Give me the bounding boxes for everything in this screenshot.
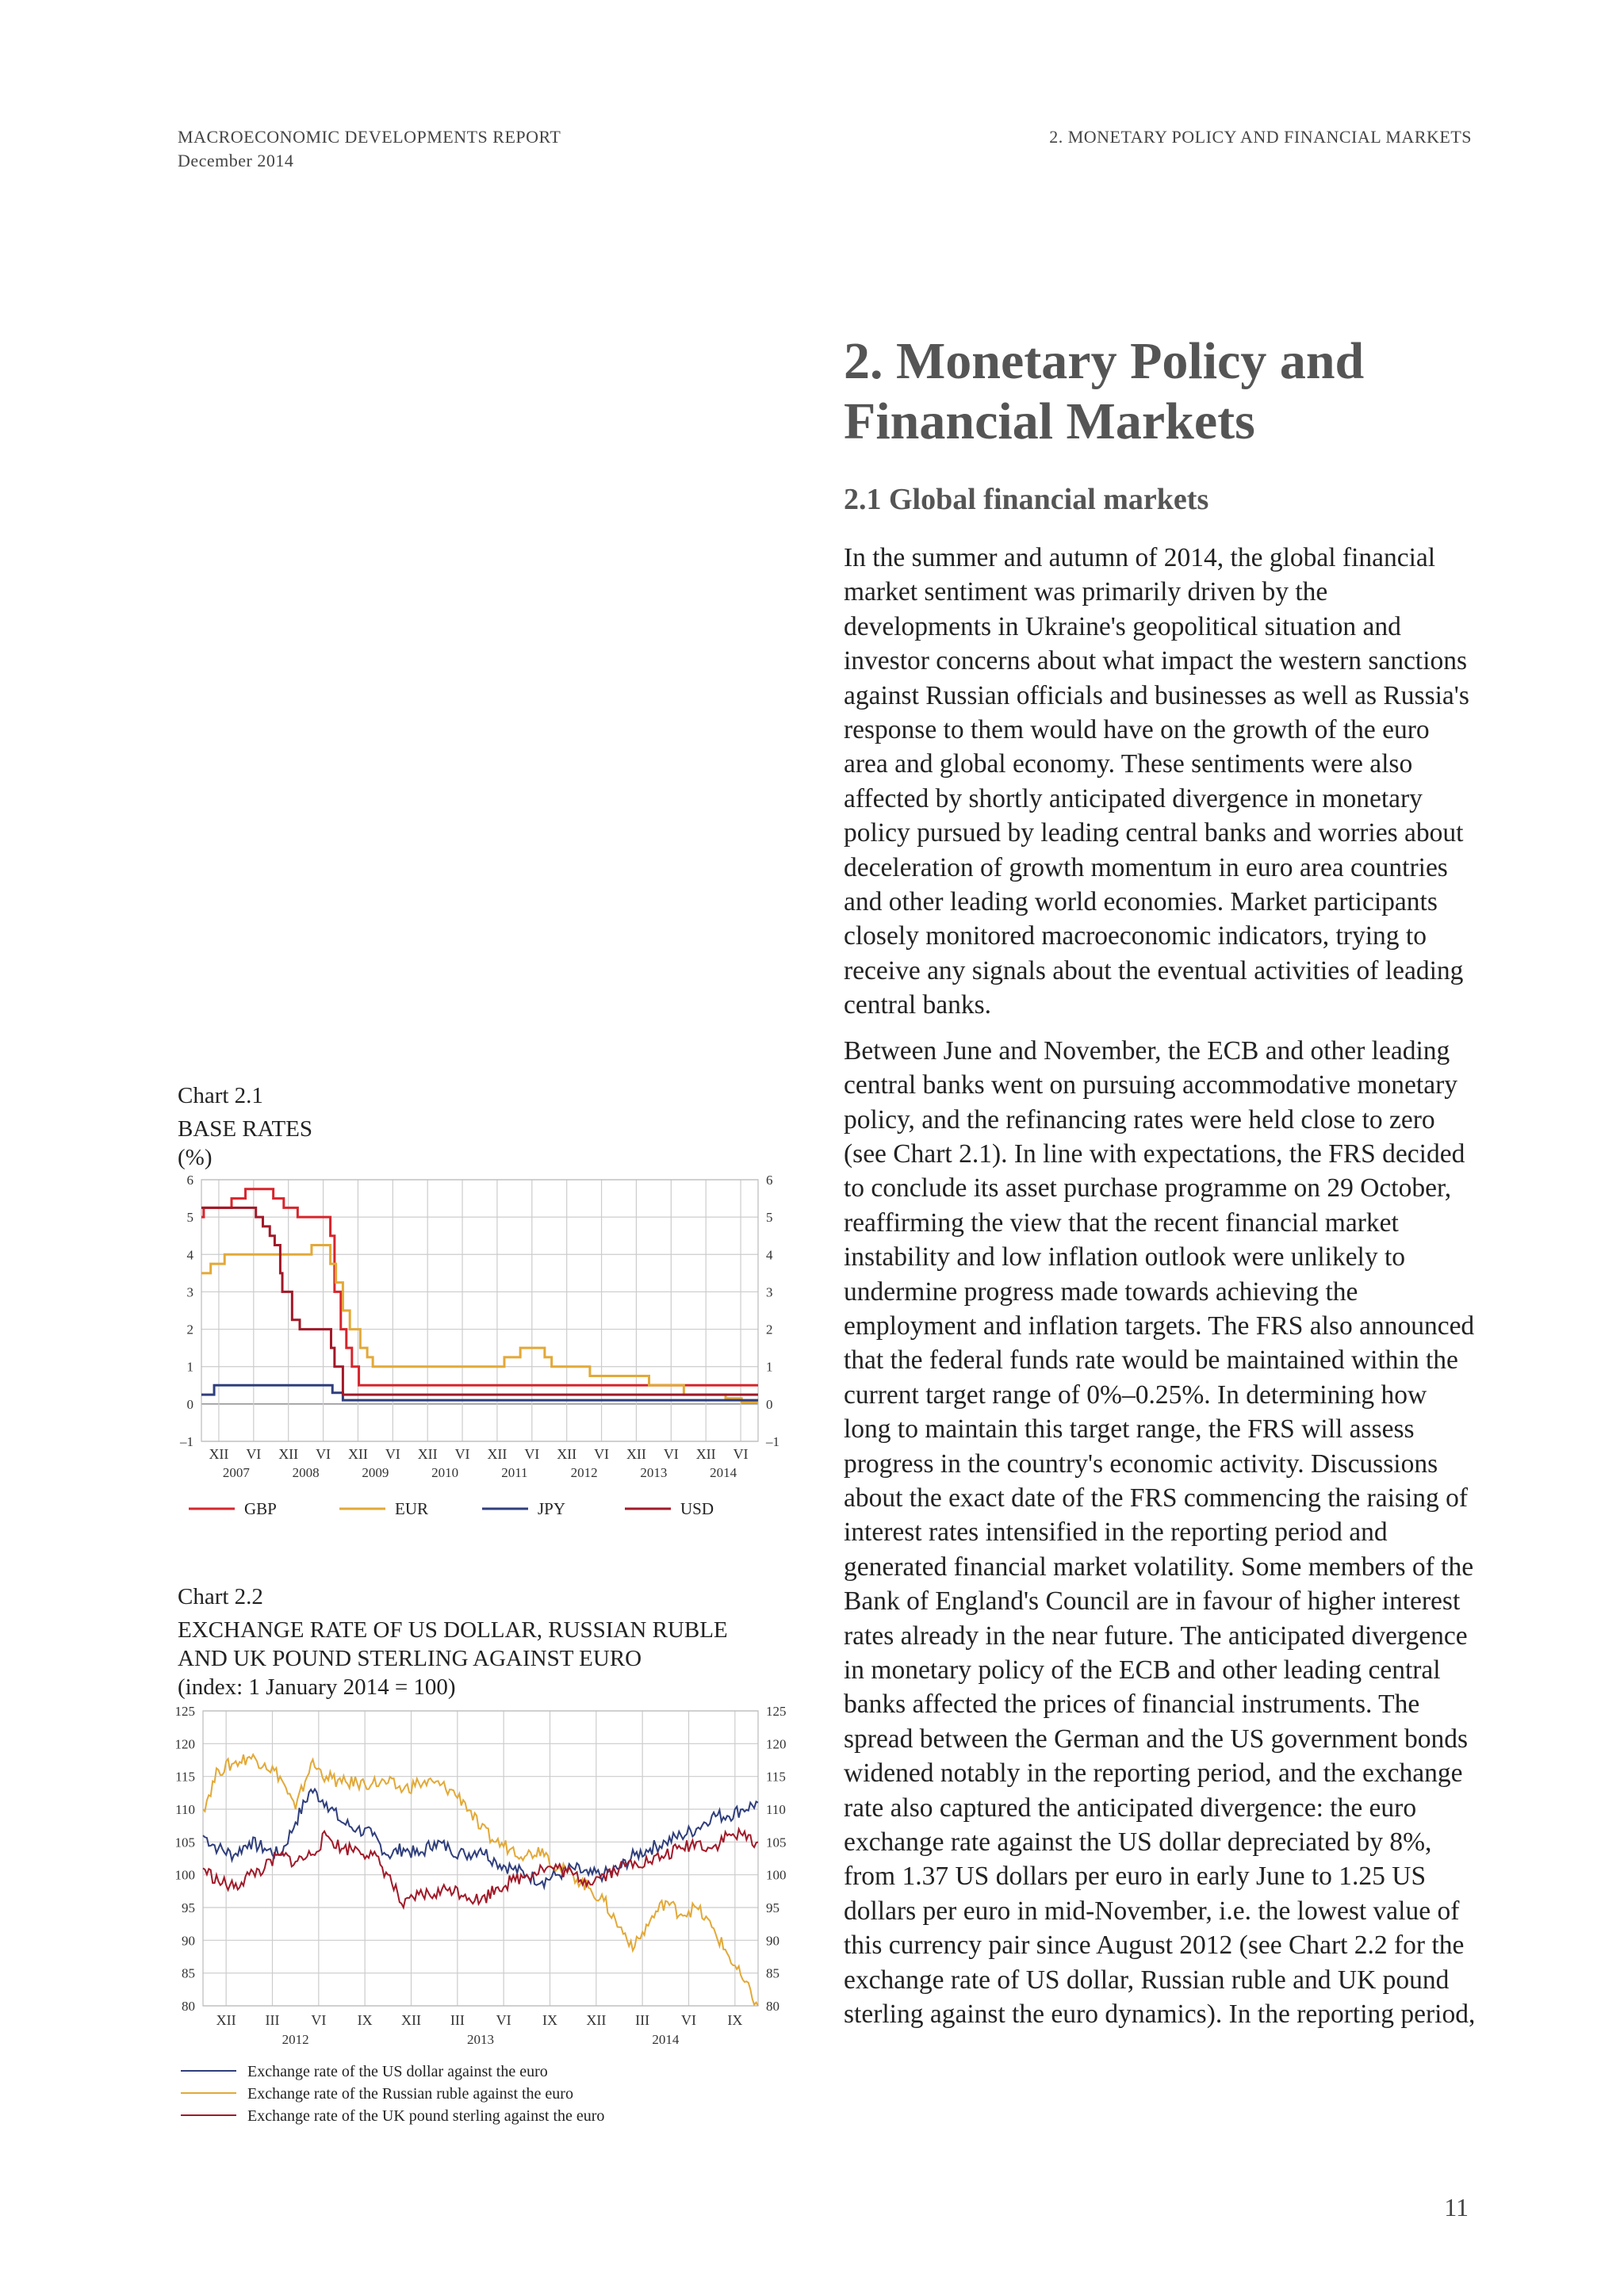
report-title: MACROECONOMIC DEVELOPMENTS REPORT — [178, 127, 561, 147]
base-rates-chart — [171, 1172, 790, 1544]
chart-tag: Chart 2.1 — [178, 1083, 263, 1108]
y-tick-label-right: 5 — [766, 1210, 773, 1226]
x-tick-label: III — [635, 2012, 650, 2028]
x-tick-label: VI — [311, 2012, 327, 2028]
year-label: 2013 — [467, 2032, 494, 2047]
y-tick-label-right: 95 — [766, 1900, 779, 1915]
y-tick-label-right: 100 — [766, 1867, 787, 1883]
running-header-right: 2. MONETARY POLICY AND FINANCIAL MARKETS — [1049, 127, 1472, 147]
x-tick-label: XII — [347, 1446, 368, 1462]
x-tick-label: VI — [663, 1446, 679, 1462]
series-line-jpy — [201, 1385, 758, 1400]
legend-label: GBP — [244, 1499, 277, 1518]
y-tick-label-left: 6 — [186, 1173, 193, 1188]
series-line-gbp — [201, 1189, 758, 1385]
x-tick-label: XII — [695, 1446, 716, 1462]
plot-frame — [203, 1711, 758, 2006]
y-tick-label-left: 115 — [175, 1769, 195, 1785]
legend-label: Exchange rate of the UK pound sterling against the euro — [247, 2107, 605, 2125]
y-tick-label-right: 125 — [766, 1704, 787, 1719]
legend-label: EUR — [395, 1499, 428, 1518]
chart-title: EXCHANGE RATE OF US DOLLAR, RUSSIAN RUBLE AND UK POUND STERLING AGAINST EURO — [178, 1617, 728, 1671]
y-tick-label-right: 105 — [766, 1835, 787, 1850]
y-tick-label-right: 115 — [766, 1769, 786, 1785]
y-tick-label-left: 110 — [175, 1802, 195, 1817]
y-tick-label-right: 4 — [766, 1247, 773, 1263]
y-tick-label-right: 90 — [766, 1933, 779, 1949]
year-label: 2008 — [292, 1465, 320, 1480]
y-tick-label-right: 6 — [766, 1173, 773, 1188]
y-tick-label-left: 5 — [186, 1210, 193, 1226]
y-tick-label-left: 2 — [186, 1322, 193, 1337]
x-tick-label: IX — [542, 2012, 557, 2028]
year-label: 2012 — [570, 1465, 598, 1480]
legend-label: JPY — [538, 1499, 566, 1518]
x-tick-label: XII — [626, 1446, 646, 1462]
y-tick-label-left: 4 — [186, 1247, 193, 1263]
y-tick-label-right: 0 — [766, 1396, 773, 1412]
x-tick-label: VI — [246, 1446, 262, 1462]
y-tick-label-left: 125 — [174, 1704, 195, 1719]
series-line-1 — [203, 1755, 758, 2006]
body-text — [844, 541, 1478, 2042]
x-tick-label: VI — [524, 1446, 540, 1462]
x-tick-label: XII — [417, 1446, 438, 1462]
x-tick-label: VI — [316, 1446, 331, 1462]
exchange-rate-chart — [171, 1701, 790, 2125]
chart-2-1 — [178, 1080, 780, 1544]
series-line-2 — [203, 1829, 758, 1908]
series-line-0 — [203, 1789, 758, 1888]
x-tick-label: VI — [454, 1446, 470, 1462]
y-tick-label-left: 0 — [186, 1396, 193, 1412]
y-tick-label-right: 110 — [766, 1802, 786, 1817]
paragraph: In the summer and autumn of 2014, the global financial market sentiment was primarily driven by the developments in Ukraine's geopolitical situation and investor concerns about what impact the western sanctions against Russian officials and businesses as well as Russia's response to them would have on the growth of the euro area and global economy. These sentiments were also affected by shortly anticipated divergence in monetary policy pursued by leading central banks and worries about deceleration of growth momentum in euro area countries and other leading world economies. Market participants closely monitored macroeconomic indicators, trying to receive any signals about the eventual activities of leading central banks. — [844, 543, 1469, 1020]
year-label: 2007 — [222, 1465, 250, 1480]
subsection-title: 2.1 Global financial markets — [844, 483, 1209, 516]
y-tick-label-right: –1 — [766, 1434, 779, 1449]
x-tick-label: VI — [496, 2012, 511, 2028]
x-tick-label: XII — [401, 2012, 421, 2028]
page-number: 11 — [1444, 2193, 1469, 2221]
year-label: 2013 — [640, 1465, 668, 1480]
x-tick-label: VI — [681, 2012, 696, 2028]
y-tick-label-right: 85 — [766, 1965, 779, 1981]
y-tick-label-right: 80 — [766, 1999, 779, 2014]
x-tick-label: XII — [487, 1446, 508, 1462]
y-tick-label-left: 80 — [182, 1999, 195, 2014]
y-tick-label-left: 105 — [174, 1835, 195, 1850]
section-title: 2. Monetary Policy and Financial Markets — [844, 332, 1365, 450]
x-tick-label: III — [265, 2012, 280, 2028]
paragraph: Between June and November, the ECB and other leading central banks went on pursuing accommodative monetary policy, and the refinancing rates were held close to zero (see Chart 2.1). In line with expectations, the FRS decided to conclude its asset purchase programme on 29 October, reaffirming the view that the recent financial market instability and low inflation outlook were unlikely to undermine progress made towards achieving the employment and inflation targets. The FRS also announced that the federal funds rate would be maintained within the current target range of 0%–0.25%. In determining how long to maintain this target range, the FRS will assess progress in the country's economic activity. Discussions about the exact date of the FRS commencing the raising of interest rates intensified in the reporting period and generated financial market volatility. Some members of the Bank of England's Council are in favour of higher interest rates already in the near future. The anticipated divergence in monetary policy of the ECB and other leading central banks affected the prices of financial instruments. The spread between the German and the US government bonds widened notably in the reporting period, and the exchange rate also captured the anticipated divergence: the euro exchange rate against the US dollar depreciated by 8%, from 1.37 US dollars per euro in early June to 1.25 US dollars per euro in mid-November, i.e. the lowest value of this currency pair since August 2012 (see Chart 2.2 for the exchange rate of US dollar, Russian ruble and UK pound sterling against the euro dynamics). In the reporting period, — [844, 1035, 1476, 2030]
x-tick-label: XII — [209, 1446, 229, 1462]
x-tick-label: VI — [594, 1446, 610, 1462]
x-tick-label: IX — [727, 2012, 743, 2028]
year-label: 2012 — [282, 2032, 309, 2047]
x-tick-label: VI — [385, 1446, 400, 1462]
chart-title: BASE RATES — [178, 1116, 313, 1142]
chart-2-2 — [174, 1581, 787, 2125]
legend-label: Exchange rate of the US dollar against the euro — [247, 2063, 548, 2080]
chart-tag: Chart 2.2 — [178, 1584, 263, 1609]
y-tick-label-left: –1 — [180, 1434, 193, 1449]
y-tick-label-left: 95 — [182, 1900, 195, 1915]
year-label: 2011 — [501, 1465, 528, 1480]
x-tick-label: XII — [586, 2012, 607, 2028]
chart-unit: (%) — [178, 1145, 213, 1170]
series-line-eur — [201, 1246, 758, 1402]
y-tick-label-right: 2 — [766, 1322, 773, 1337]
y-tick-label-left: 90 — [182, 1933, 195, 1949]
year-label: 2010 — [431, 1465, 459, 1480]
legend-label: Exchange rate of the Russian ruble against the euro — [247, 2085, 573, 2103]
legend-label: USD — [680, 1499, 714, 1518]
y-tick-label-left: 85 — [182, 1965, 195, 1981]
year-label: 2009 — [362, 1465, 389, 1480]
y-tick-label-left: 1 — [186, 1359, 193, 1375]
chart-unit: (index: 1 January 2014 = 100) — [178, 1674, 456, 1700]
y-tick-label-right: 120 — [766, 1736, 787, 1752]
y-tick-label-right: 3 — [766, 1284, 773, 1300]
y-tick-label-left: 3 — [186, 1284, 193, 1300]
x-tick-label: IX — [357, 2012, 373, 2028]
x-tick-label: XII — [278, 1446, 299, 1462]
report-date: December 2014 — [178, 151, 294, 170]
plot-frame — [201, 1180, 758, 1441]
year-label: 2014 — [652, 2032, 680, 2047]
running-header-left — [178, 125, 561, 173]
y-tick-label-right: 1 — [766, 1359, 773, 1375]
y-tick-label-left: 100 — [174, 1867, 195, 1883]
x-tick-label: XII — [216, 2012, 236, 2028]
x-tick-label: III — [450, 2012, 465, 2028]
year-label: 2014 — [710, 1465, 737, 1480]
x-tick-label: VI — [733, 1446, 749, 1462]
y-tick-label-left: 120 — [174, 1736, 195, 1752]
x-tick-label: XII — [557, 1446, 577, 1462]
